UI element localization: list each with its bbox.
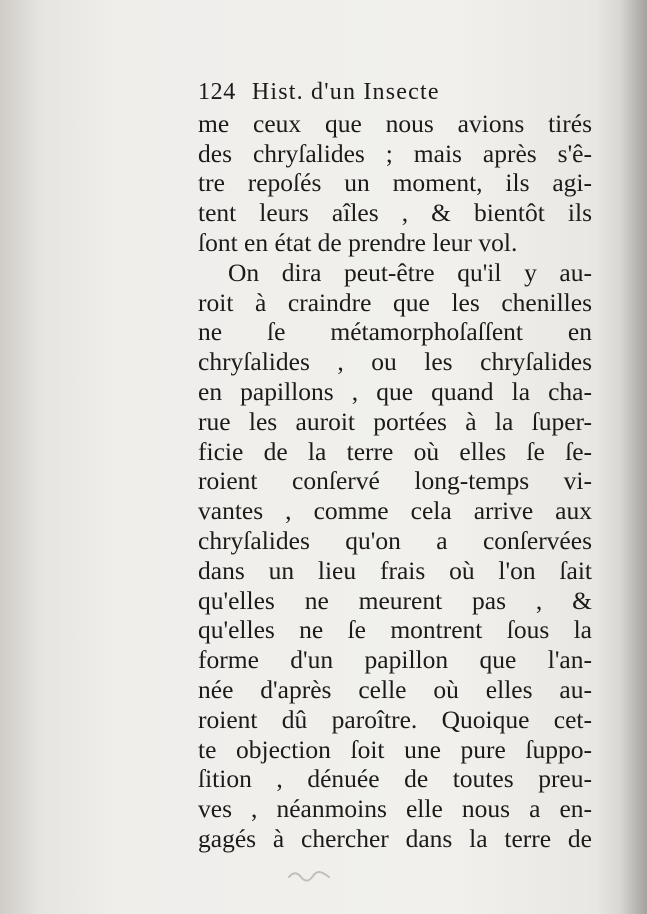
text-line: ſont en état de prendre leur vol. <box>198 227 518 257</box>
text-line: ne ſe métamorphoſaſſent en <box>198 317 592 347</box>
text-line: roient conſervé long-temps vi- <box>198 466 592 496</box>
text-line: roit à craindre que les chenilles <box>198 287 592 317</box>
faint-bleedthrough-mark <box>285 866 333 886</box>
text-line: en papillons , que quand la cha- <box>198 376 592 406</box>
text-line: tre repoſés un moment, ils agi- <box>198 168 592 198</box>
text-line: me ceux que nous avions tirés <box>198 108 592 138</box>
text-line: tent leurs aîles , & bientôt ils <box>198 198 592 228</box>
text-line: gagés à chercher dans la terre de <box>198 823 592 853</box>
text-line: forme d'un papillon que l'an- <box>198 645 592 675</box>
text-line: roient dû paroître. Quoique cet- <box>198 704 592 734</box>
text-line: rue les auroit portées à la ſuper- <box>198 406 592 436</box>
text-line: vantes , comme cela arrive aux <box>198 496 592 526</box>
page-number: 124 <box>198 79 236 105</box>
text-line: On dira peut-être qu'il y au- <box>228 257 592 287</box>
text-line: chryſalides , ou les chryſalides <box>198 347 592 377</box>
text-line: ficie de la terre où elles ſe ſe- <box>198 436 592 466</box>
page-edge-shadow <box>620 0 647 914</box>
text-line: te objection ſoit une pure ſuppo- <box>198 734 592 764</box>
running-head <box>198 78 592 108</box>
text-line: des chryſalides ; mais après s'ê- <box>198 138 592 168</box>
running-head-title: Hist. d'un Insecte <box>251 79 440 105</box>
text-line: ſition , dénuée de toutes preu- <box>198 764 592 794</box>
text-line: née d'après celle où elles au- <box>198 674 592 704</box>
text-line: qu'elles ne meurent pas , & <box>198 585 592 615</box>
page-text-block <box>198 78 592 854</box>
text-line: chryſalides qu'on a conſervées <box>198 525 592 555</box>
text-line: qu'elles ne ſe montrent ſous la <box>198 615 592 645</box>
text-line: dans un lieu frais où l'on ſait <box>198 555 592 585</box>
text-line: ves , néanmoins elle nous a en- <box>198 794 592 824</box>
